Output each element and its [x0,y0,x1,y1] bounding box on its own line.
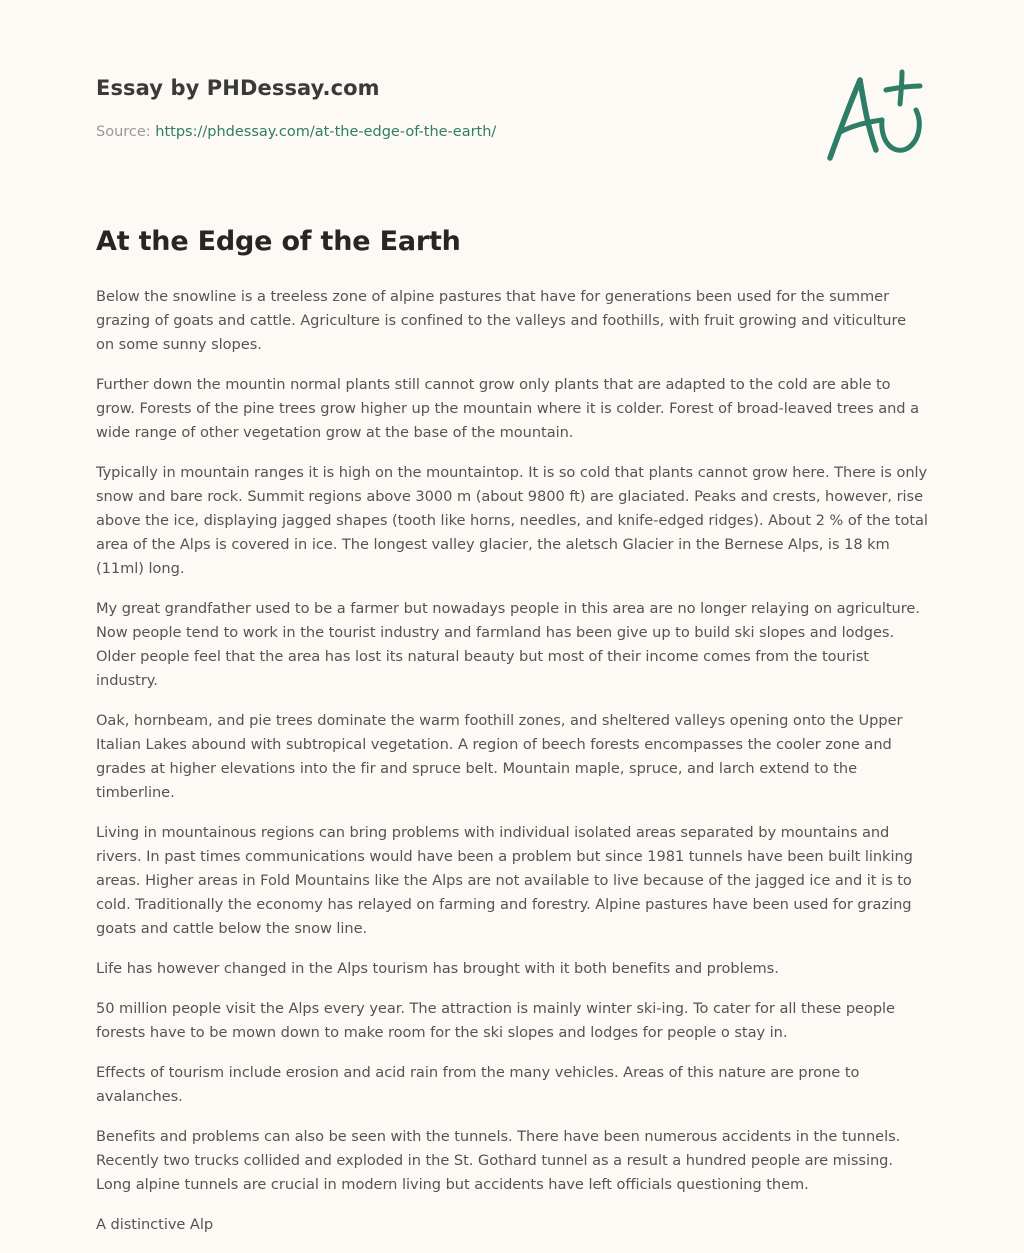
source-link[interactable]: https://phdessay.com/at-the-edge-of-the-earth/ [155,124,497,140]
essay-paragraph: My great grandfather used to be a farmer but nowadays people in this area are no longer relaying on agriculture. Now people tend to work in the tourist industry and farmland has been give up to build ski slopes and lodges. Older people feel that the area has lost its natural beauty but most of their income comes from the tourist industry. [96,600,920,689]
essay-paragraph: Living in mountainous regions can bring problems with individual isolated areas separated by mountains and rivers. In past times communications would have been a problem but since 1981 tunnels have been built linking areas. Higher areas in Fold Mountains like the Alps are not available to live because of the jagged ice and it is to cold. Traditionally the economy has relayed on farming and forestry. Alpine pastures have been used for grazing goats and cattle below the snow line. [96,824,913,937]
essay-paragraph: Further down the mountin normal plants still cannot grow only plants that are adapted to the cold are able to grow. Forests of the pine trees grow higher up the mountain where it is colder. Forest of broad-leaved trees and a wide range of other vegetation grow at the base of the mountain. [96,376,919,441]
site-title: Essay by PHDessay.com [96,76,380,100]
essay-paragraph: 50 million people visit the Alps every year. The attraction is mainly winter ski-ing. To cater for all these people forests have to be mown down to make room for the ski slopes and lodges for people o stay in. [96,1000,895,1041]
essay-paragraph: Below the snowline is a treeless zone of alpine pastures that have for generations been used for the summer grazing of goats and cattle. Agriculture is confined to the valleys and foothills, with fruit growing and viticulture on some sunny slopes. [96,288,907,353]
essay-paragraph: Oak, hornbeam, and pie trees dominate the warm foothill zones, and sheltered valleys opening onto the Upper Italian Lakes abound with subtropical vegetation. A region of beech forests encompasses the cooler zone and grades at higher elevations into the fir and spruce belt. Mountain maple, spruce, and larch extend to the timberline. [96,712,903,801]
source-label: Source: [96,124,151,140]
a-plus-logo-icon [820,66,930,166]
essay-paragraph: Benefits and problems can also be seen with the tunnels. There have been numerous accidents in the tunnels. Recently two trucks collided and exploded in the St. Gothard tunnel as a result a hundred people are missing. Long alpine tunnels are crucial in modern living but accidents have left officials questioning them. [96,1128,901,1193]
source-line [96,124,496,140]
essay-paragraph: Life has however changed in the Alps tourism has brought with it both benefits and problems. [96,960,779,977]
essay-body [96,285,928,1253]
essay-paragraph: A distinctive Alp [96,1216,214,1233]
essay-paragraph: Effects of tourism include erosion and acid rain from the many vehicles. Areas of this nature are prone to avalanches. [96,1064,860,1105]
essay-paragraph: Typically in mountain ranges it is high on the mountaintop. It is so cold that plants cannot grow here. There is only snow and bare rock. Summit regions above 3000 m (about 9800 ft) are glaciated. Peaks and crests, however, rise above the ice, displaying jagged shapes (tooth like horns, needles, and knife-edged ridges). About 2 % of the total area of the Alps is covered in ice. The longest valley glacier, the aletsch Glacier in the Bernese Alps, is 18 km (11ml) long. [96,464,928,577]
essay-title: At the Edge of the Earth [96,226,461,257]
